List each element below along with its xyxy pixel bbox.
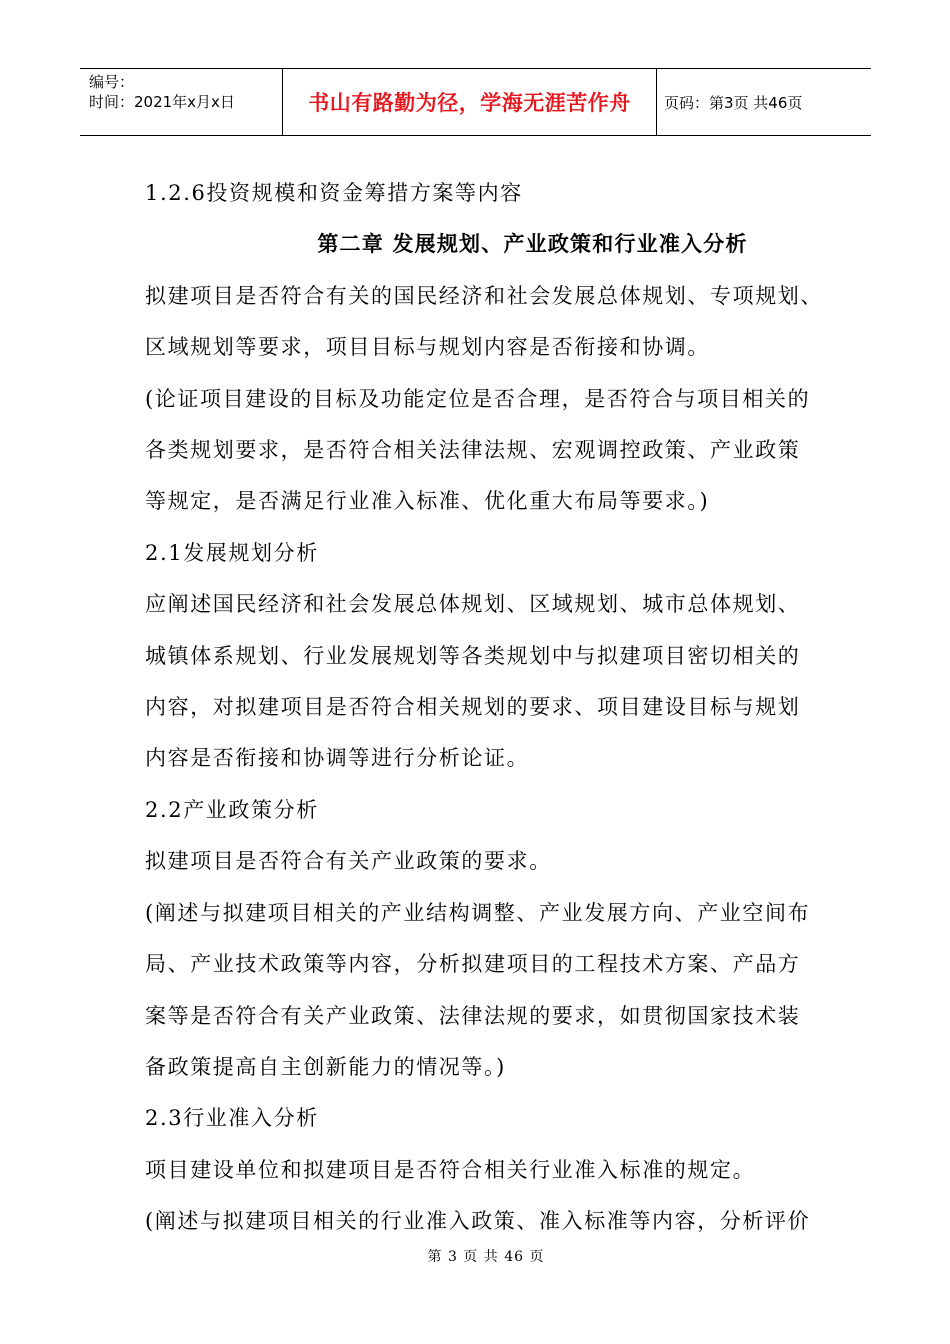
paragraph-line: (阐述与拟建项目相关的产业结构调整、产业发展方向、产业空间布 xyxy=(145,900,811,925)
page-footer: 第 3 页 共 46 页 xyxy=(427,1249,545,1265)
header-page-info-cell xyxy=(657,69,871,135)
paragraph-line: (阐述与拟建项目相关的行业准入政策、准入标准等内容，分析评价 xyxy=(145,1209,811,1234)
paragraph-line: 各类规划要求，是否符合相关法律法规、宏观调控政策、产业政策 xyxy=(145,438,801,463)
paragraph-line: 内容，对拟建项目是否符合相关规划的要求、项目建设目标与规划 xyxy=(145,695,801,720)
document-number-label: 编号： xyxy=(89,73,135,91)
header-meta-cell xyxy=(80,69,283,135)
chapter-title: 第二章 发展规划、产业政策和行业准入分析 xyxy=(317,232,748,257)
paragraph-line: 应阐述国民经济和社会发展总体规划、区域规划、城市总体规划、 xyxy=(145,592,801,617)
paragraph-line: 区域规划等要求，项目目标与规划内容是否衔接和协调。 xyxy=(145,335,710,360)
section-heading: 2.2产业政策分析 xyxy=(145,797,319,822)
paragraph-line: 案等是否符合有关产业政策、法律法规的要求，如贯彻国家技术装 xyxy=(145,1003,801,1028)
paragraph-line: 城镇体系规划、行业发展规划等各类规划中与拟建项目密切相关的 xyxy=(145,643,801,668)
document-body xyxy=(145,168,825,1248)
section-heading: 2.1发展规划分析 xyxy=(145,540,319,565)
paragraph-line: 拟建项目是否符合有关产业政策的要求。 xyxy=(145,849,552,874)
paragraph-line: (论证项目建设的目标及功能定位是否合理，是否符合与项目相关的 xyxy=(145,386,811,411)
page-header-table xyxy=(80,68,871,136)
document-date-label: 时间：2021年x月x日 xyxy=(89,93,235,111)
paragraph-line: 1.2.6投资规模和资金筹措方案等内容 xyxy=(145,181,523,205)
header-page-info: 页码：第3页 共46页 xyxy=(664,93,803,112)
paragraph-line: 局、产业技术政策等内容，分析拟建项目的工程技术方案、产品方 xyxy=(145,952,801,977)
paragraph-line: 项目建设单位和拟建项目是否符合相关行业准入标准的规定。 xyxy=(145,1157,756,1182)
header-motto-cell xyxy=(283,69,657,135)
header-motto: 书山有路勤为径，学海无涯苦作舟 xyxy=(308,91,631,115)
paragraph-line: 备政策提高自主创新能力的情况等。) xyxy=(145,1054,506,1079)
paragraph-line: 内容是否衔接和协调等进行分析论证。 xyxy=(145,746,530,771)
paragraph-line: 等规定，是否满足行业准入标准、优化重大布局等要求。) xyxy=(145,489,710,514)
paragraph-line: 拟建项目是否符合有关的国民经济和社会发展总体规划、专项规划、 xyxy=(145,283,823,308)
section-heading: 2.3行业准入分析 xyxy=(145,1106,319,1131)
